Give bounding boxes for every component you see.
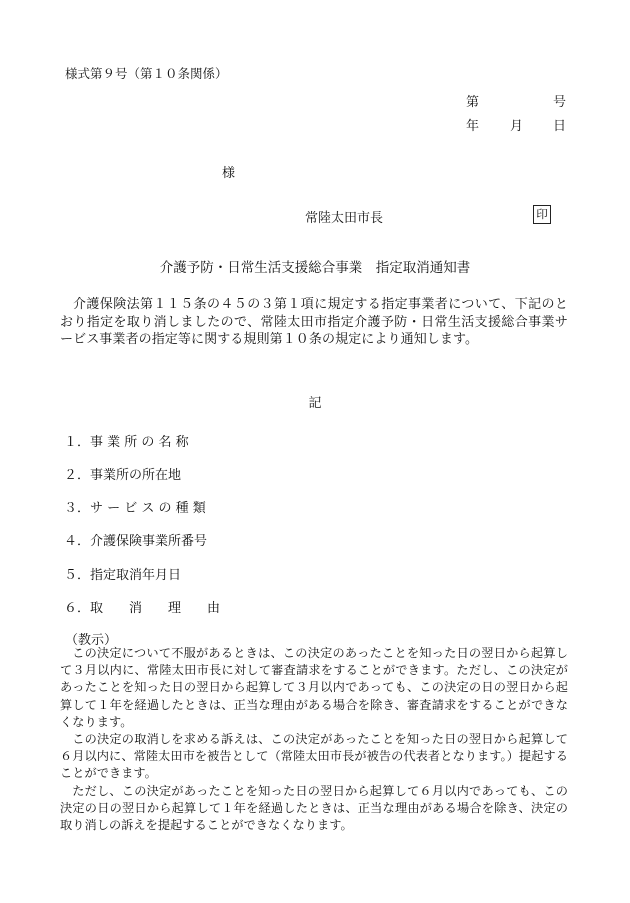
date-year: 年 <box>466 119 480 134</box>
number-dai: 第 <box>466 95 480 110</box>
item-revocation-date: ５．指定取消年月日 <box>64 568 182 583</box>
date-day: 日 <box>553 119 567 134</box>
kyoji-paragraph: この決定について不服があるときは、この決定のあったことを知った日の翌日から起算して３月以内に、常陸太田市長に対して審査請求をすることができます。ただし、この決定があったことを知った日の翌日から起算して３月以内であっても、この決定の日の翌日から起算して１年を経過したときは、正当な理由がある場合を除き、審査請求をすることができなくなります。 <box>60 646 568 729</box>
item-facility-name: １．事 業 所 の 名 称 <box>64 435 189 450</box>
issuer-name: 常陸太田市長 <box>305 211 384 226</box>
kyoji-paragraph: ただし、この決定があったことを知った日の翌日から起算して６月以内であっても、この決定の日の翌日から起算して１年を経過したときは、正当な理由がある場合を除き、決定の取り消しの訴えを提起することができなくなります。 <box>60 784 568 833</box>
number-gou: 号 <box>553 95 567 110</box>
date-month: 月 <box>510 119 524 134</box>
item-service-type: ３．サ ー ビ ス の 種 類 <box>64 501 206 516</box>
item-facility-address: ２．事業所の所在地 <box>64 468 182 483</box>
ki-heading: 記 <box>308 396 322 411</box>
item-facility-number: ４．介護保険事業所番号 <box>64 534 208 549</box>
kyoji-heading: （教示） <box>65 633 118 648</box>
kyoji-paragraph: この決定の取消しを求める訴えは、この決定があったことを知った日の翌日から起算して６月以内に、常陸太田市を被告として（常陸太田市長が被告の代表者となります。）提起することができます。 <box>60 732 568 781</box>
item-revocation-reason: ６．取 消 理 由 <box>64 601 221 616</box>
addressee-suffix: 様 <box>222 166 236 181</box>
form-number: 様式第９号（第１０条関係） <box>65 66 228 81</box>
notice-body: 介護保険法第１１５条の４５の３第１項に規定する指定事業者について、下記のとおり指定を取り消しましたので、常陸太田市指定介護予防・日常生活支援総合事業サービス事業者の指定等に関する規則第１０条の規定により通知します。 <box>60 297 568 347</box>
document-title: 介護予防・日常生活支援総合事業 指定取消通知書 <box>159 260 471 276</box>
seal-stamp: 印 <box>533 205 551 224</box>
